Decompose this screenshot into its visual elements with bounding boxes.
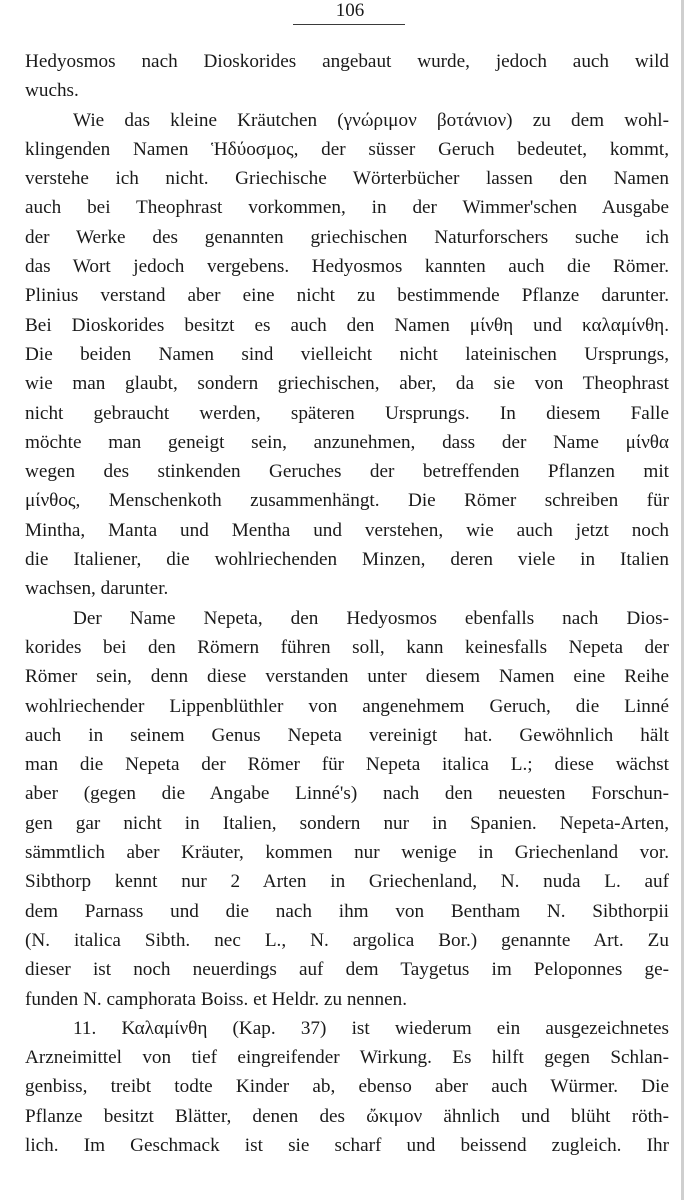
text-line: (N. italica Sibth. nec L., N. argolica Bor.) genannte Art. Zu xyxy=(25,929,669,951)
text-line: das Wort jedoch vergebens. Hedyosmos kannten auch die Römer. xyxy=(25,256,669,278)
text-line: der Werke des genannten griechischen Naturforschers suche ich xyxy=(25,226,669,248)
text-line: funden N. camphorata Boiss. et Heldr. zu nennen. xyxy=(25,988,408,1010)
text-line: Plinius verstand aber eine nicht zu bestimmende Pflanze darunter. xyxy=(25,285,669,307)
text-line: sämmtlich aber Kräuter, kommen nur wenige in Griechenland vor. xyxy=(25,842,669,864)
text-line: wachsen, darunter. xyxy=(25,578,169,600)
text-line: aber (gegen die Angabe Linné's) nach den neuesten Forschun- xyxy=(25,783,669,805)
text-line: Wie das kleine Kräutchen (γνώριμον βοτάνιον) zu dem wohl- xyxy=(73,109,669,131)
text-line: wohlriechender Lippenblüthler von angenehmem Geruch, die Linné xyxy=(25,695,669,717)
text-line: gen gar nicht in Italien, sondern nur in Spanien. Nepeta-Arten, xyxy=(25,812,669,834)
text-line: dieser ist noch neuerdings auf dem Taygetus im Peloponnes ge- xyxy=(25,959,669,981)
text-line: Sibthorp kennt nur 2 Arten in Griechenland, N. nuda L. auf xyxy=(25,871,669,893)
text-line: lich. Im Geschmack ist sie scharf und beissend zugleich. Ihr xyxy=(25,1134,669,1156)
text-line: auch in seinem Genus Nepeta vereinigt hat. Gewöhnlich hält xyxy=(25,724,669,746)
text-line: Mintha, Manta und Mentha und verstehen, wie auch jetzt noch xyxy=(25,519,669,541)
text-line: Hedyosmos nach Dioskorides angebaut wurde, jedoch auch wild xyxy=(25,51,669,72)
text-line: wie man glaubt, sondern griechischen, aber, da sie von Theophrast xyxy=(25,373,669,395)
text-line: Römer sein, denn diese verstanden unter diesem Namen eine Reihe xyxy=(25,666,669,688)
text-line: nicht gebraucht werden, späteren Ursprungs. In diesem Falle xyxy=(25,402,669,424)
text-line: man die Nepeta der Römer für Nepeta italica L.; diese wächst xyxy=(25,754,669,776)
text-line: μίνθος, Menschenkoth zusammenhängt. Die Römer schreiben für xyxy=(25,490,669,512)
body-text xyxy=(25,47,669,1160)
text-line: verstehe ich nicht. Griechische Wörterbücher lassen den Namen xyxy=(25,168,669,190)
text-line: möchte man geneigt sein, anzunehmen, dass der Name μίνθα xyxy=(25,431,669,453)
header-rule xyxy=(293,24,405,25)
text-line: wuchs. xyxy=(25,80,79,102)
text-line: 11. Καλαμίνθη (Kap. 37) ist wiederum ein ausgezeichnetes xyxy=(73,1017,669,1039)
text-line: klingenden Namen Ἡδύοσμος, der süsser Geruch bedeutet, kommt, xyxy=(25,138,669,160)
text-line: Die beiden Namen sind vielleicht nicht lateinischen Ursprungs, xyxy=(25,343,669,365)
text-line: auch bei Theophrast vorkommen, in der Wimmer'schen Ausgabe xyxy=(25,197,669,219)
text-line: dem Parnass und die nach ihm von Bentham N. Sibthorpii xyxy=(25,900,669,922)
text-line: Arzneimittel von tief eingreifender Wirkung. Es hilft gegen Schlan- xyxy=(25,1047,669,1069)
text-line: die Italiener, die wohlriechenden Minzen, deren viele in Italien xyxy=(25,549,669,571)
text-line: korides bei den Römern führen soll, kann keinesfalls Nepeta der xyxy=(25,636,669,658)
text-line: Der Name Nepeta, den Hedyosmos ebenfalls nach Dios- xyxy=(73,607,669,629)
text-line: Bei Dioskorides besitzt es auch den Namen μίνθη und καλαμίνθη. xyxy=(25,314,669,336)
text-line: wegen des stinkenden Geruches der betreffenden Pflanzen mit xyxy=(25,461,669,483)
text-line: Pflanze besitzt Blätter, denen des ὤκιμον ähnlich und blüht röth- xyxy=(25,1105,669,1127)
page-number: 106 xyxy=(335,0,365,21)
text-line: genbiss, treibt todte Kinder ab, ebenso aber auch Würmer. Die xyxy=(25,1076,669,1098)
